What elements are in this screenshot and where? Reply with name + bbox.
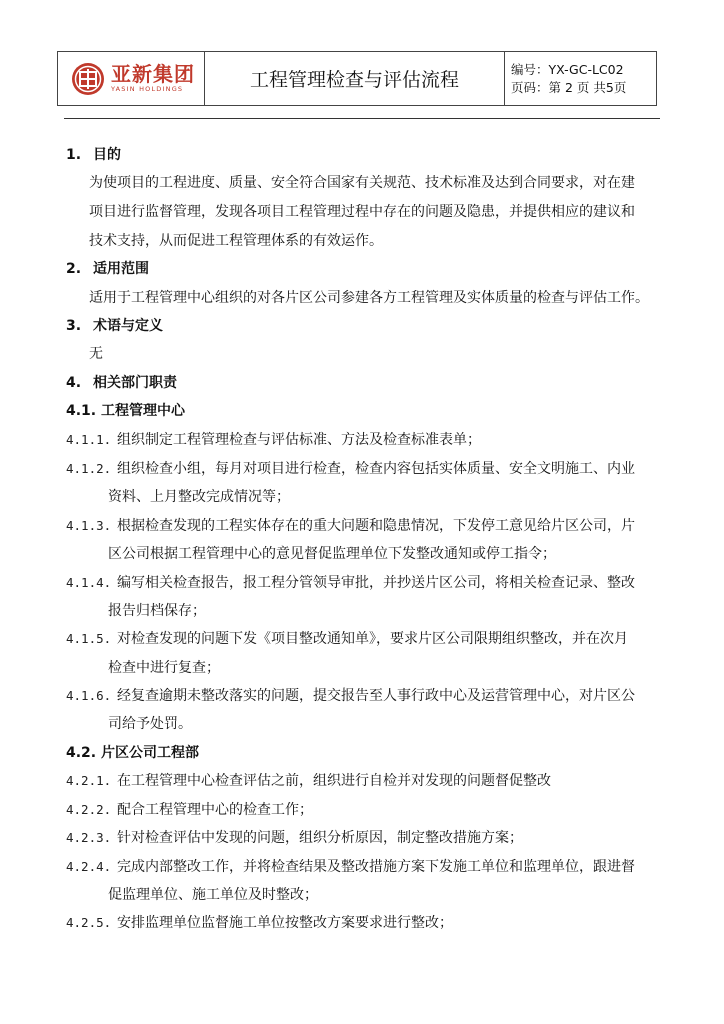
section-1-title: 目的 — [93, 147, 121, 163]
item-4-2-1-number: 4.2.1. — [66, 773, 112, 788]
section-3-paragraph-line: 无 — [89, 346, 103, 362]
section-1-paragraph-line: 技术支持，从而促进工程管理体系的有效运作。 — [89, 233, 383, 249]
section-4-1-title: 4.1. 工程管理中心 — [66, 403, 185, 419]
section-1-number: 1. — [66, 147, 82, 163]
section-2-paragraph-line: 适用于工程管理中心组织的对各片区公司参建各方工程管理及实体质量的检查与评估工作。 — [89, 290, 649, 306]
item-4-2-4-number: 4.2.4. — [66, 859, 112, 874]
document-header — [57, 51, 657, 106]
item-4-2-4-text: 促监理单位、施工单位及时整改； — [108, 887, 318, 903]
item-4-1-4-number: 4.1.4. — [66, 575, 112, 590]
item-4-1-6-text: 司给予处罚。 — [108, 716, 192, 732]
item-4-2-5-number: 4.2.5. — [66, 915, 112, 930]
item-4-1-2-text: 资料、上月整改完成情况等； — [108, 489, 290, 505]
section-1-paragraph-line: 项目进行监督管理，发现各项目工程管理过程中存在的问题及隐患，并提供相应的建议和 — [89, 204, 635, 220]
item-4-1-5-text: 对检查发现的问题下发《项目整改通知单》，要求片区公司限期组织整改，并在次月 — [117, 631, 628, 647]
item-4-1-4-text: 报告归档保存； — [108, 603, 206, 619]
item-4-1-1-text: 组织制定工程管理检查与评估标准、方法及检查标准表单； — [117, 432, 481, 448]
logo-english-name: YASIN HOLDINGS — [111, 85, 184, 93]
page-info: 页码：第 2 页 共5页 — [511, 79, 627, 95]
logo-chinese-name: 亚新集团 — [111, 62, 195, 86]
section-4-2-title: 4.2. 片区公司工程部 — [66, 745, 199, 761]
item-4-1-6-number: 4.1.6. — [66, 688, 112, 703]
item-4-2-5-text: 安排监理单位监督施工单位按整改方案要求进行整改； — [117, 915, 453, 931]
header-divider — [64, 118, 660, 119]
document-meta — [505, 52, 656, 105]
section-3-number: 3. — [66, 318, 82, 334]
item-4-2-1-text: 在工程管理中心检查评估之前，组织进行自检并对发现的问题督促整改 — [117, 773, 551, 789]
item-4-2-3-text: 针对检查评估中发现的问题，组织分析原因，制定整改措施方案； — [117, 830, 523, 846]
company-logo — [58, 52, 205, 105]
section-2-title: 适用范围 — [93, 261, 149, 277]
item-4-2-3-number: 4.2.3. — [66, 830, 112, 845]
item-4-1-3-number: 4.1.3. — [66, 518, 112, 533]
document-title: 工程管理检查与评估流程 — [205, 52, 505, 105]
section-4-number: 4. — [66, 375, 82, 391]
section-2-number: 2. — [66, 261, 82, 277]
item-4-1-6-text: 经复查逾期未整改落实的问题，提交报告至人事行政中心及运营管理中心，对片区公 — [117, 688, 635, 704]
company-logo-icon — [71, 62, 105, 96]
item-4-2-4-text: 完成内部整改工作，并将检查结果及整改措施方案下发施工单位和监理单位，跟进督 — [117, 859, 635, 875]
item-4-1-2-text: 组织检查小组，每月对项目进行检查，检查内容包括实体质量、安全文明施工、内业 — [117, 461, 635, 477]
section-3-title: 术语与定义 — [93, 318, 163, 334]
item-4-1-2-number: 4.1.2. — [66, 461, 112, 476]
item-4-1-5-text: 检查中进行复查； — [108, 660, 220, 676]
item-4-1-3-text: 区公司根据工程管理中心的意见督促监理单位下发整改通知或停工指令； — [108, 546, 556, 562]
section-4-title: 相关部门职责 — [93, 375, 177, 391]
item-4-2-2-text: 配合工程管理中心的检查工作； — [117, 802, 313, 818]
section-1-paragraph-line: 为使项目的工程进度、质量、安全符合国家有关规范、技术标准及达到合同要求，对在建 — [89, 175, 635, 191]
document-number: 编号：YX-GC-LC02 — [511, 61, 624, 77]
item-4-1-3-text: 根据检查发现的工程实体存在的重大问题和隐患情况，下发停工意见给片区公司，片 — [117, 518, 635, 534]
item-4-2-2-number: 4.2.2. — [66, 802, 112, 817]
item-4-1-4-text: 编写相关检查报告，报工程分管领导审批，并抄送片区公司，将相关检查记录、整改 — [117, 575, 635, 591]
item-4-1-1-number: 4.1.1. — [66, 432, 112, 447]
item-4-1-5-number: 4.1.5. — [66, 631, 112, 646]
